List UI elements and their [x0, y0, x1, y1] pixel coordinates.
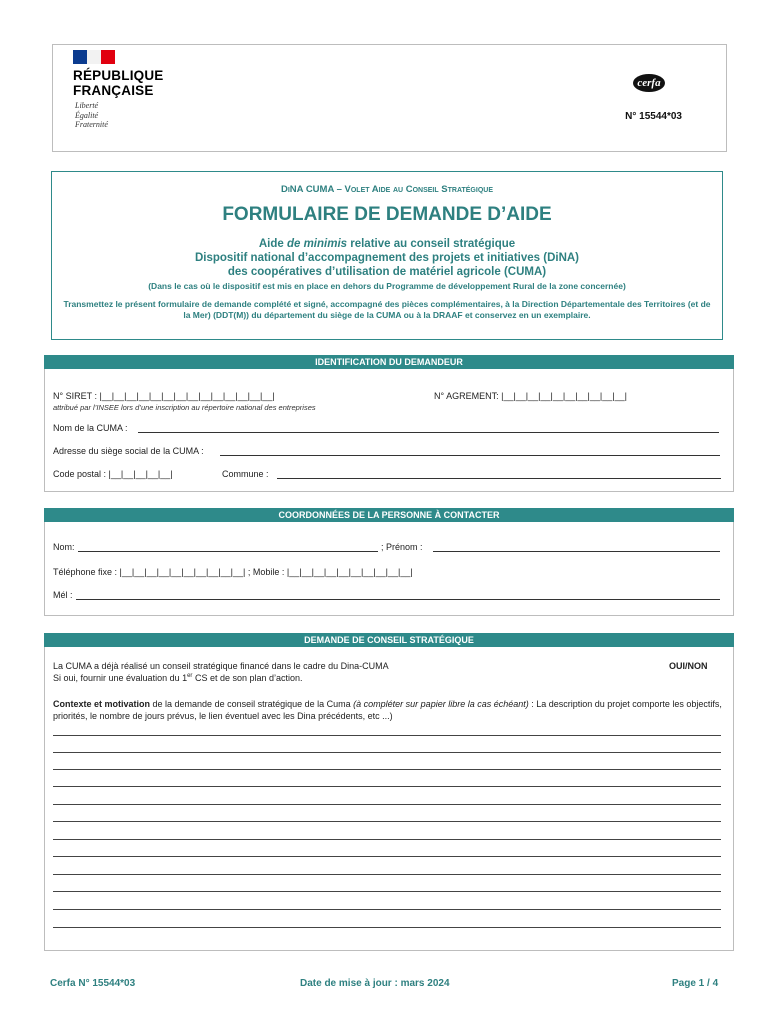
writing-line[interactable]	[53, 874, 721, 875]
nom-cuma-label: Nom de la CUMA :	[53, 423, 128, 433]
writing-line[interactable]	[53, 752, 721, 753]
oui-non-choice[interactable]: OUI/NON	[669, 661, 708, 671]
siret-field[interactable]: N° SIRET : |__|__|__|__|__|__|__|__|__|__|__|__|__|__|	[53, 391, 275, 401]
prenom-label: ; Prénom :	[381, 542, 423, 552]
agrement-field[interactable]: N° AGREMENT: |__|__|__|__|__|__|__|__|__|__|	[434, 391, 627, 401]
form-subtitle: DiNA CUMA – Volet Aide au Conseil Stratégique	[281, 184, 493, 195]
mel-input[interactable]	[76, 599, 720, 600]
header-box	[52, 44, 727, 152]
instructions: Transmettez le présent formulaire de demande complété et signé, accompagné des pièces complémentaires, à la Direction Départementale des Territoires (et de la Mer) (DDT(M)) du département du siège de la CUMA ou à la DRAAF et conservez en un exemplaire.	[63, 299, 711, 320]
title-line-1: Aide de minimis relative au conseil stratégique	[258, 238, 516, 250]
marianne-flag-icon	[73, 50, 115, 64]
commune-label: Commune :	[222, 469, 269, 479]
code-postal-field[interactable]: Code postal : |__|__|__|__|__|	[53, 469, 173, 479]
cerfa-number: N° 15544*03	[625, 111, 682, 122]
footer-date: Date de mise à jour : mars 2024	[300, 978, 450, 989]
footer-page: Page 1 / 4	[672, 978, 719, 989]
previous-cs-question: La CUMA a déjà réalisé un conseil stratégique financé dans le cadre du Dina-CUMA	[53, 661, 389, 671]
cerfa-logo: cerfa	[633, 74, 665, 92]
writing-line[interactable]	[53, 891, 721, 892]
writing-line[interactable]	[53, 839, 721, 840]
contexte-paragraph: Contexte et motivation de la demande de conseil stratégique de la Cuma (à compléter sur papier libre la cas échéant) : La description du projet comporte les objectifs, priorités, le nombre de jours prévus, le lien éventuel avec les Dina précédents, etc ...)	[53, 699, 722, 721]
mel-label: Mél :	[53, 590, 73, 600]
writing-line[interactable]	[53, 786, 721, 787]
title-note: (Dans le cas où le dispositif est mis en place en dehors du Programme de développement Rural de la zone concernée)	[148, 281, 626, 291]
title-line-3: des coopératives d’utilisation de matériel agricole (CUMA)	[227, 266, 547, 278]
nom-label: Nom:	[53, 542, 75, 552]
writing-line[interactable]	[53, 927, 721, 928]
form-title: FORMULAIRE DE DEMANDE D’AIDE	[222, 204, 552, 225]
adresse-label: Adresse du siège social de la CUMA :	[53, 446, 204, 456]
previous-cs-instruction: Si oui, fournir une évaluation du 1er CS et de son plan d’action.	[53, 673, 303, 683]
telephone-field[interactable]: Téléphone fixe : |__|__|__|__|__|__|__|__|__|__| ; Mobile : |__|__|__|__|__|__|__|__|__|__|	[53, 567, 413, 577]
commune-input[interactable]	[277, 478, 721, 479]
nom-input[interactable]	[78, 551, 378, 552]
contact-heading: COORDONNÉES DE LA PERSONNE À CONTACTER	[44, 508, 734, 522]
writing-line[interactable]	[53, 856, 721, 857]
devise: Liberté Égalité Fraternité	[75, 101, 108, 129]
identification-heading: IDENTIFICATION DU DEMANDEUR	[44, 355, 734, 369]
writing-line[interactable]	[53, 909, 721, 910]
demande-heading: DEMANDE DE CONSEIL STRATÉGIQUE	[44, 633, 734, 647]
writing-line[interactable]	[53, 735, 721, 736]
writing-line[interactable]	[53, 769, 721, 770]
siret-note: attribué par l’INSEE lors d’une inscription au répertoire national des entreprises	[53, 403, 316, 412]
republique-francaise-logo: RÉPUBLIQUE FRANÇAISE	[73, 68, 164, 98]
adresse-input[interactable]	[220, 455, 720, 456]
writing-line[interactable]	[53, 821, 721, 822]
title-line-2: Dispositif national d’accompagnement des projets et initiatives (DiNA)	[194, 252, 580, 264]
footer-cerfa: Cerfa N° 15544*03	[50, 978, 136, 989]
nom-cuma-input[interactable]	[138, 432, 719, 433]
writing-line[interactable]	[53, 804, 721, 805]
prenom-input[interactable]	[433, 551, 720, 552]
